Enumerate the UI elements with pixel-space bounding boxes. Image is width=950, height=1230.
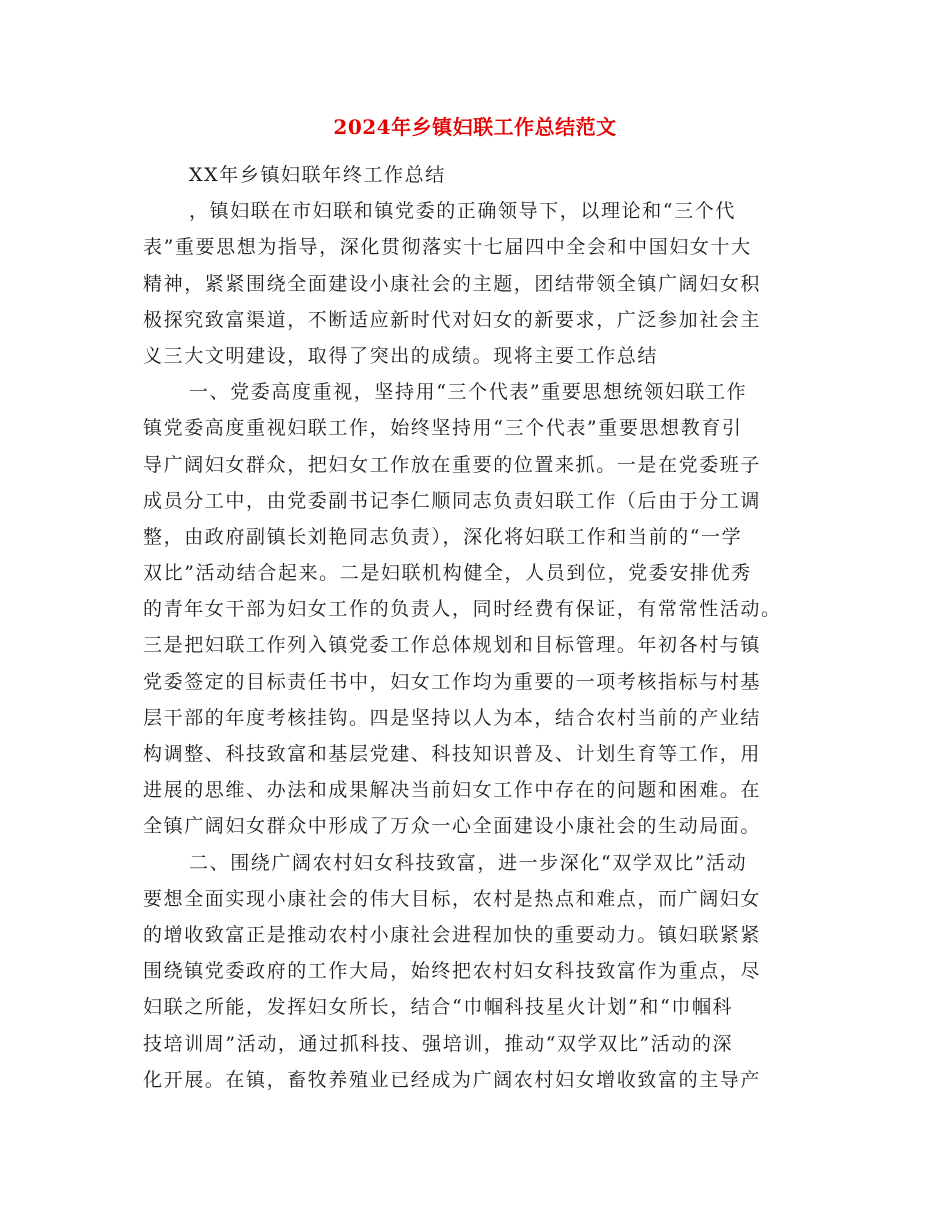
body-line: 构调整、科技致富和基层党建、科技知识普及、计划生育等工作，用 — [143, 743, 762, 765]
body-line: 精神，紧紧围绕全面建设小康社会的主题，团结带领全镇广阔妇女积 — [143, 272, 762, 295]
body-line: 化开展。在镇，畜牧养殖业已经成为广阔农村妇女增收致富的主导产 — [143, 1068, 762, 1091]
body-line: 进展的思维、办法和成果解决当前妇女工作中存在的问题和困难。在 — [143, 779, 762, 802]
body-line: 要想全面实现小康社会的伟大目标，农村是热点和难点，而广阔妇女 — [143, 887, 762, 910]
body-line: 成员分工中，由党委副书记李仁顺同志负责妇联工作（后由于分工调 — [143, 489, 762, 512]
body-line: 的青年女干部为妇女工作的负责人，同时经费有保证，有常常性活动。 — [143, 598, 782, 621]
body-line: 二、围绕广阔农村妇女科技致富，进一步深化“双学双比”活动 — [189, 851, 748, 874]
document-body — [143, 157, 809, 1098]
body-line: 层干部的年度考核挂钩。四是坚持以人为本，结合农村当前的产业结 — [143, 706, 762, 729]
body-line: 义三大文明建设，取得了突出的成绩。现将主要工作总结 — [143, 344, 659, 367]
body-line: 表”重要思想为指导，深化贯彻落实十七届四中全会和中国妇女十大 — [143, 236, 752, 259]
body-line: 技培训周”活动，通过抓科技、强培训，推动“双学双比”活动的深 — [143, 1032, 734, 1055]
body-line: 党委签定的目标责任书中，妇女工作均为重要的一项考核指标与村基 — [143, 670, 762, 693]
body-line: 三是把妇联工作列入镇党委工作总体规划和目标管理。年初各村与镇 — [143, 634, 762, 657]
body-line: 镇党委高度重视妇联工作，始终坚持用“三个代表”重要思想教育引 — [143, 417, 743, 440]
body-line: 全镇广阔妇女群众中形成了万众一心全面建设小康社会的生动局面。 — [143, 815, 762, 838]
body-line: 妇联之所能，发挥妇女所长，结合“巾帼科技星火计划”和“巾帼科 — [143, 996, 734, 1019]
body-line: XX年乡镇妇联年终工作总结 — [189, 164, 446, 186]
document-title: 2024年乡镇妇联工作总结范文 — [333, 115, 617, 139]
body-line: 整，由政府副镇长刘艳同志负责），深化将妇联工作和当前的“一学 — [143, 525, 743, 548]
body-line: 的增收致富正是推动农村小康社会进程加快的重要动力。镇妇联紧紧 — [143, 923, 762, 946]
body-line: 围绕镇党委政府的工作大局，始终把农村妇女科技致富作为重点，尽 — [143, 960, 762, 983]
body-line: 一、党委高度重视，坚持用“三个代表”重要思想统领妇联工作 — [189, 381, 748, 404]
body-line: ，镇妇联在市妇联和镇党委的正确领导下，以理论和“三个代 — [189, 200, 736, 223]
body-line: 双比”活动结合起来。二是妇联机构健全，人员到位，党委安排优秀 — [143, 562, 752, 585]
body-line: 极探究致富渠道，不断适应新时代对妇女的新要求，广泛参加社会主 — [143, 308, 762, 331]
body-line: 导广阔妇女群众，把妇女工作放在重要的位置来抓。一是在党委班子 — [143, 453, 762, 476]
